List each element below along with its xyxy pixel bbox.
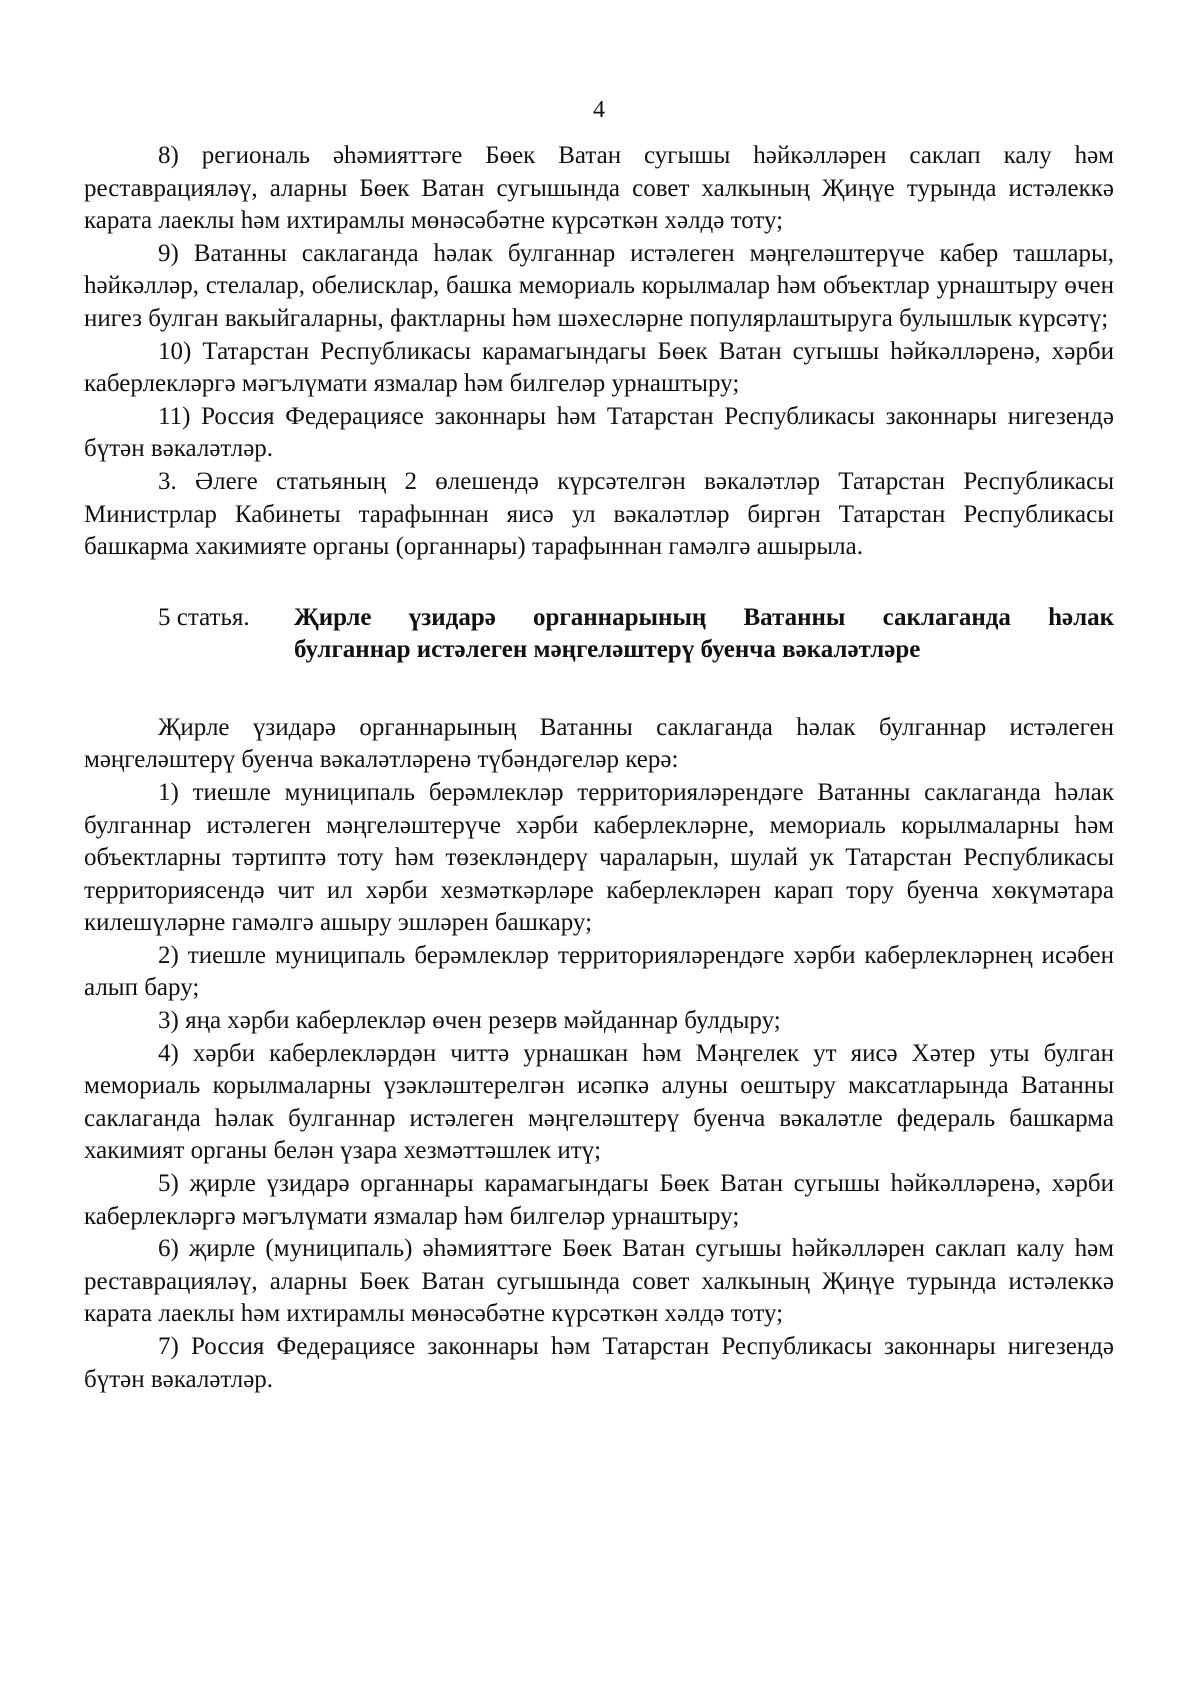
paragraph-item-10: 10) Татарстан Республикасы карамагындагы Бөек Ватан сугышы һәйкәлләренә, хәрби каберлекләргә мәгълүмати язмалар һәм билгеләр урнаштыру;	[84, 337, 1114, 398]
list-item-5: 5) җирле үзидарә органнары карамагындагы Бөек Ватан сугышы һәйкәлләренә, хәрби каберлекләргә мәгълүмати язмалар һәм билгеләр урнаштыру;	[84, 1170, 1114, 1230]
list-item-1: 1) тиешле муниципаль берәмлекләр территорияләрендәге Ватанны саклаганда һәлак булганнар истәлеген мәңгеләштерүче хәрби каберлекләрне, мемориаль корылмаларны һәм объектларны тәртиптә тоту һәм төзекләндерү чараларын, шулай ук Татарстан Республикасы территориясендә чит ил хәрби хезмәткәрләре каберлекләрен карап тору буенча хөкүмәтара килешүләрне гамәлгә ашыру эшләрен башкару;	[84, 778, 1114, 937]
page-number: 4	[593, 97, 605, 123]
paragraph-item-9: 9) Ватанны саклаганда һәлак булганнар истәлеген мәңгеләштерүче кабер ташлары, һәйкәлләр, стелалар, обелисклар, башка мемориаль корылмалар һәм объектлар урнаштыру өчен нигез булган вакыйгаларны, фактларны һәм шәхесләрне популярлаштыруга булышлык күрсәтү;	[84, 239, 1114, 332]
article-title-line-2: булганнар истәлеген мәңгеләштерү буенча вәкаләтләре	[294, 635, 921, 663]
list-item-3: 3) яңа хәрби каберлекләр өчен резерв мәйданнар булдыру;	[158, 1007, 781, 1035]
article-intro: Җирле үзидарә органнарының Ватанны саклаганда һәлак булганнар истәлеген мәңгеләштерү буенча вәкаләтләренә түбәндәгеләр керә:	[84, 713, 1114, 774]
article-label: 5 статья.	[158, 603, 250, 631]
document-page	[84, 96, 1114, 1396]
paragraph-item-11: 11) Россия Федерациясе законнары һәм Татарстан Республикасы законнары нигезендә бүтән вәкаләтләр.	[84, 402, 1114, 463]
paragraph-part-3: 3. Әлеге статьяның 2 өлешендә күрсәтелгән вәкаләтләр Татарстан Республикасы Министрлар Кабинеты тарафыннан яисә ул вәкаләтләр биргән Татарстан Республикасы башкарма хакимияте органы (органнары) тарафыннан гамәлгә ашырыла.	[84, 467, 1114, 561]
list-item-7: 7) Россия Федерациясе законнары һәм Татарстан Республикасы законнары нигезендә бүтән вәкаләтләр.	[84, 1333, 1114, 1393]
article-heading	[84, 602, 1114, 666]
list-item-4: 4) хәрби каберлекләрдән читтә урнашкан һәм Мәңгелек ут яисә Хәтер уты булган мемориаль корылмаларны үзәкләштерелгән исәпкә алуны оештыру максатларында Ватанны саклаганда һәлак булганнар истәлеген мәңгеләштерү буенча вәкаләтле федераль башкарма хакимият органы белән үзара хезмәттәшлек итү;	[84, 1039, 1114, 1165]
article-title	[294, 602, 1114, 666]
list-item-6: 6) җирле (муниципаль) әһәмияттәге Бөек Ватан сугышы һәйкәлләрен саклап калу һәм реставрацияләү, аларны Бөек Ватан сугышында совет халкының Җиңүе турында истәлеккә карата лаеклы һәм ихтирамлы мөнәсәбәтне күрсәткән хәлдә тоту;	[84, 1235, 1114, 1328]
list-item-2: 2) тиешле муниципаль берәмлекләр территорияләрендәге хәрби каберлекләрнең исәбен алып бару;	[84, 941, 1114, 1002]
article-title-line-1: Җирле үзидарә органнарының Ватанны саклаганда һәлак	[294, 603, 1114, 631]
paragraph-item-8: 8) региональ әһәмияттәге Бөек Ватан сугышы һәйкәлләрен саклап калу һәм реставрацияләү, аларны Бөек Ватан сугышында совет халкының Җиңүе турында истәлеккә карата лаеклы һәм ихтирамлы мөнәсәбәтне күрсәткән хәлдә тоту;	[84, 142, 1114, 235]
